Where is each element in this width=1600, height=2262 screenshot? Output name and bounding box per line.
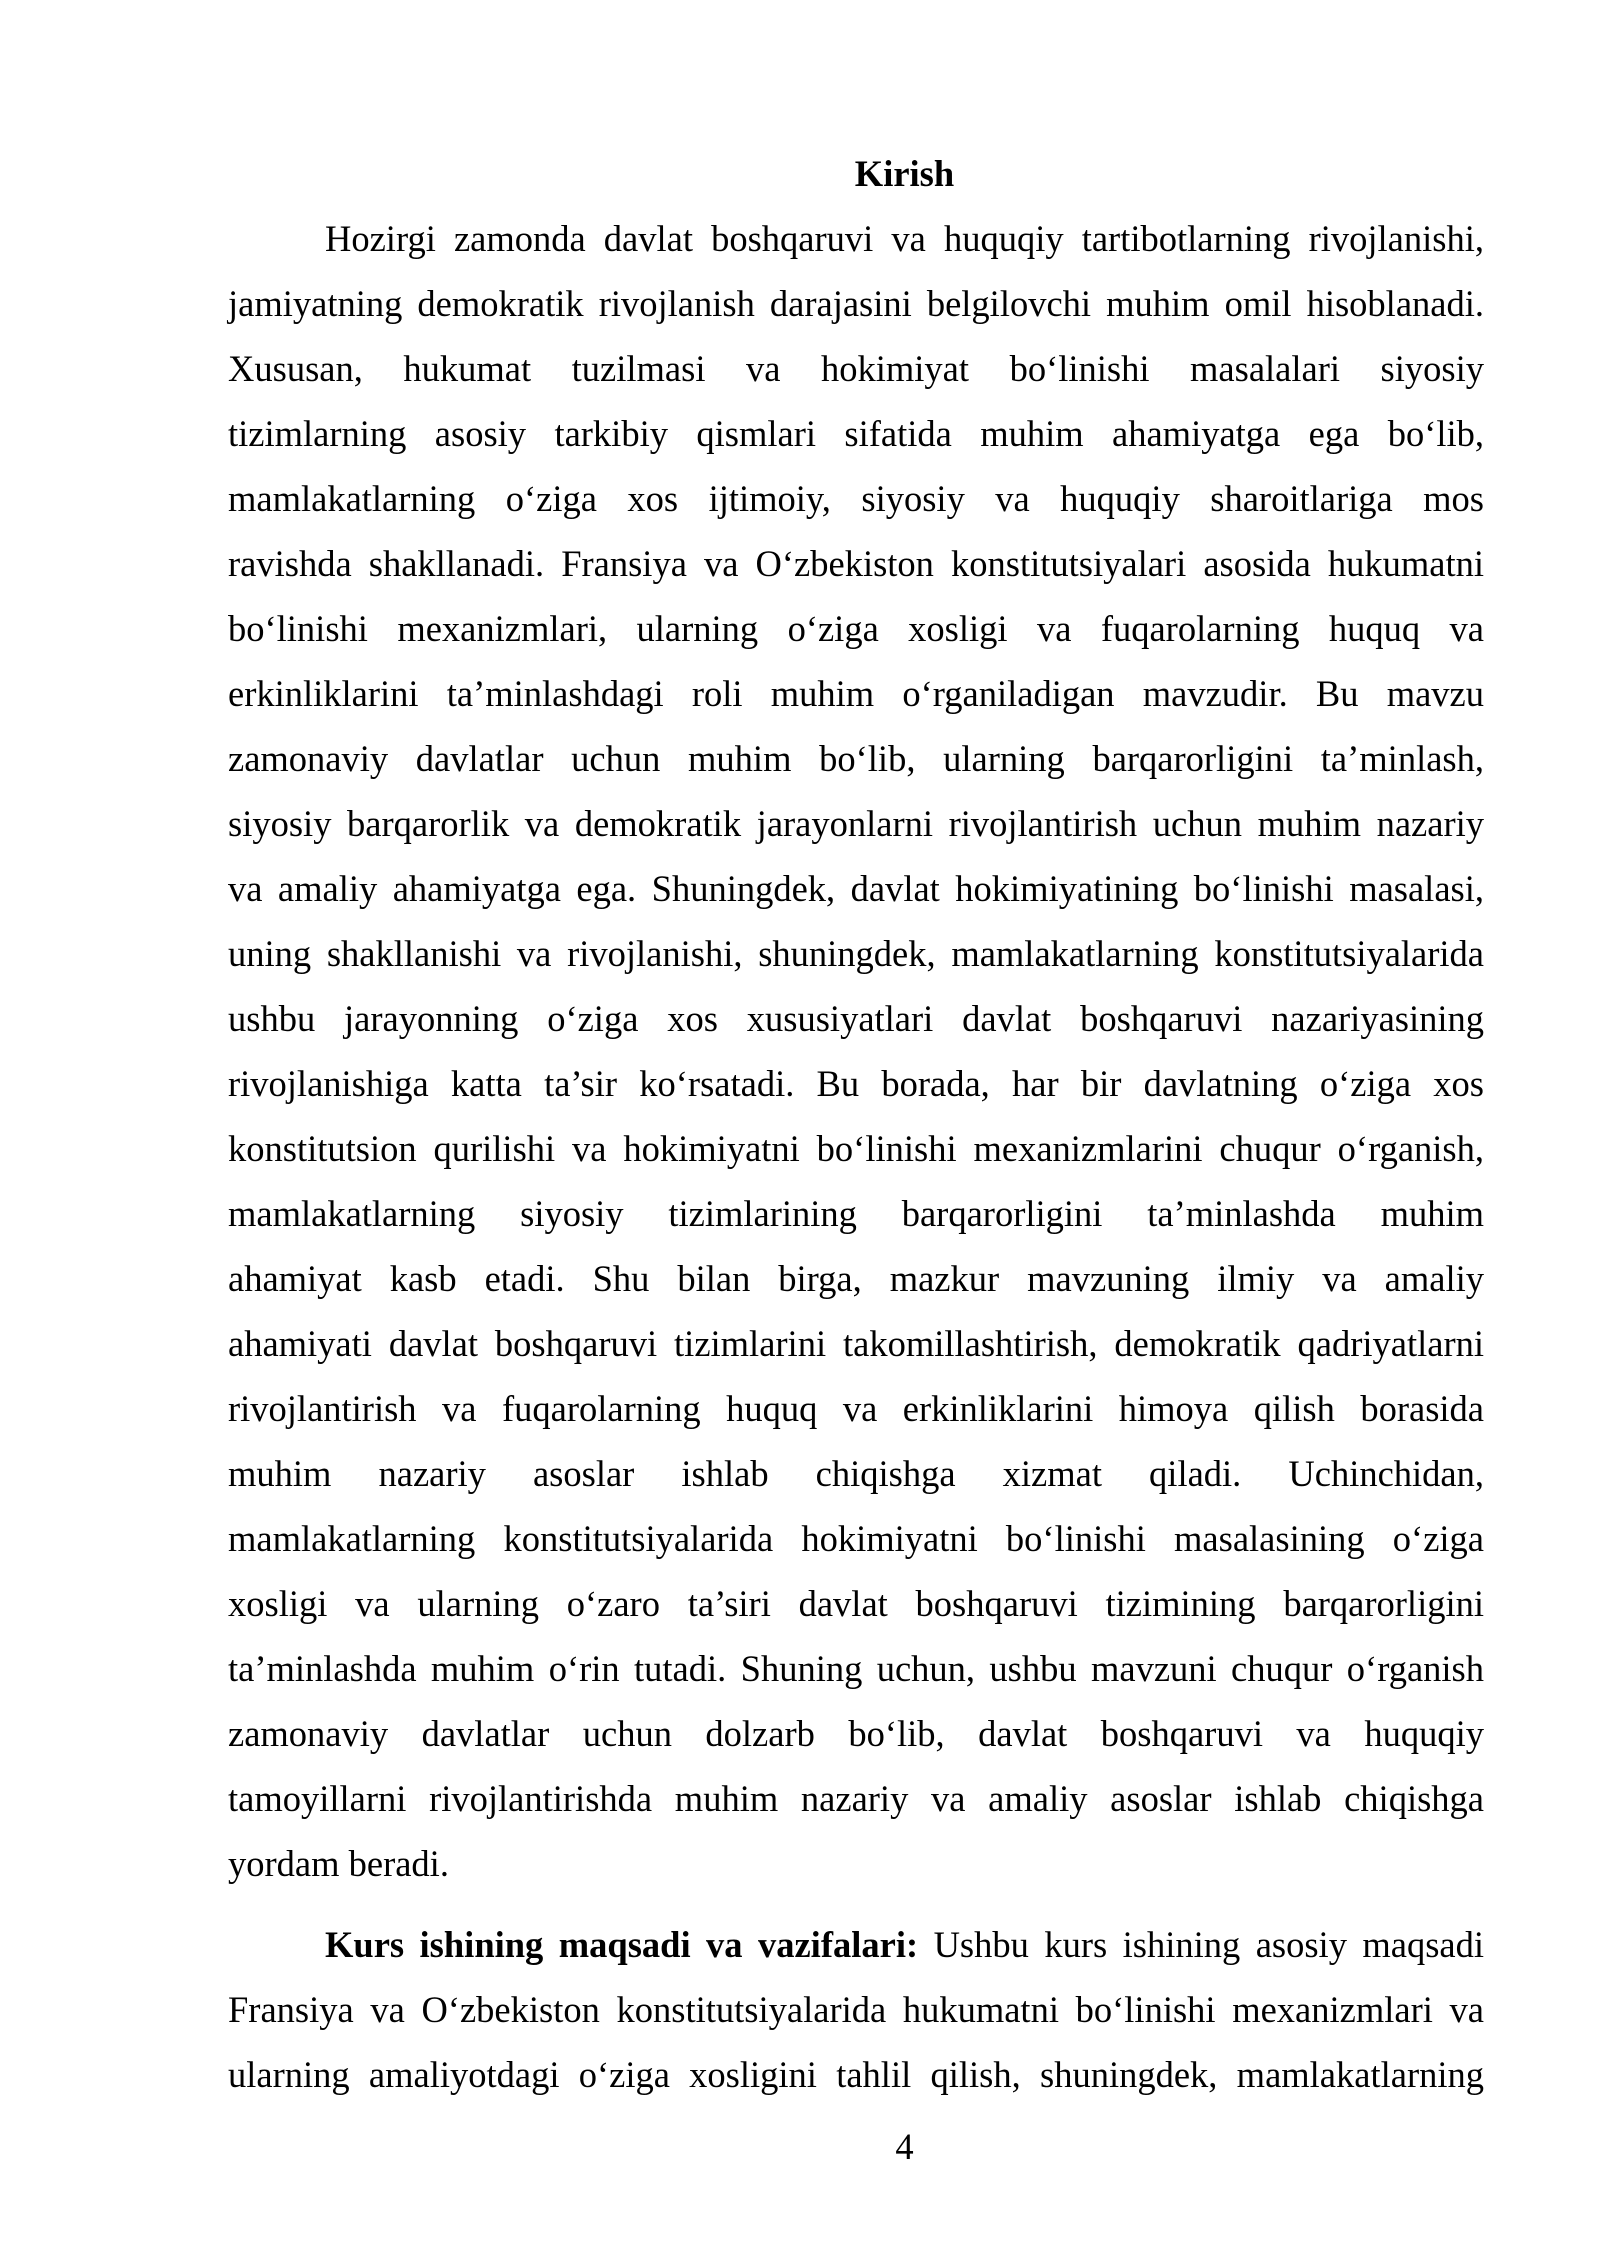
text-line: bo‘linishi mexanizmlari, ularning o‘ziga xosligi va fuqarolarning huquq va	[228, 608, 1484, 649]
text-line: mamlakatlarning konstitutsiyalarida hokimiyatni bo‘linishi masalasining o‘ziga	[228, 1518, 1484, 1559]
text-line: va amaliy ahamiyatga ega. Shuningdek, davlat hokimiyatining bo‘linishi masalasi,	[228, 868, 1484, 909]
text-line: siyosiy barqarorlik va demokratik jarayonlarni rivojlantirish uchun muhim nazariy	[228, 803, 1484, 844]
text-line: tamoyillarni rivojlantirishda muhim nazariy va amaliy asoslar ishlab chiqishga	[228, 1778, 1484, 1819]
page-number: 4	[895, 2126, 914, 2167]
text-line: mamlakatlarning o‘ziga xos ijtimoiy, siyosiy va huquqiy sharoitlariga mos	[228, 478, 1484, 519]
text-line: rivojlantirish va fuqarolarning huquq va erkinliklarini himoya qilish borasida	[228, 1388, 1484, 1429]
text-line: zamonaviy davlatlar uchun muhim bo‘lib, ularning barqarorligini ta’minlash,	[228, 738, 1484, 779]
text-line: ahamiyati davlat boshqaruvi tizimlarini takomillashtirish, demokratik qadriyatlarni	[228, 1323, 1484, 1364]
text-line: Fransiya va O‘zbekiston konstitutsiyalarida hukumatni bo‘linishi mexanizmlari va	[228, 1989, 1484, 2030]
text-line: uning shakllanishi va rivojlanishi, shuningdek, mamlakatlarning konstitutsiyalarida	[228, 933, 1484, 974]
text-line: xosligi va ularning o‘zaro ta’siri davlat boshqaruvi tizimining barqarorligini	[228, 1583, 1484, 1624]
text-line: zamonaviy davlatlar uchun dolzarb bo‘lib, davlat boshqaruvi va huquqiy	[228, 1713, 1484, 1754]
text-line-content: Ushbu kurs ishining asosiy maqsadi	[933, 1924, 1485, 1965]
paragraph-lead-bold: Kurs ishining maqsadi va vazifalari:	[325, 1924, 919, 1965]
text-line: ularning amaliyotdagi o‘ziga xosligini tahlil qilish, shuningdek, mamlakatlarning	[228, 2054, 1484, 2095]
text-line: rivojlanishiga katta ta’sir ko‘rsatadi. Bu borada, har bir davlatning o‘ziga xos	[228, 1063, 1484, 1104]
paragraph-intro	[228, 206, 1484, 1896]
text-line: tizimlarning asosiy tarkibiy qismlari sifatida muhim ahamiyatga ega bo‘lib,	[228, 413, 1484, 454]
text-line	[228, 1912, 1484, 1977]
section-heading: Kirish	[854, 153, 955, 194]
text-line: ta’minlashda muhim o‘rin tutadi. Shuning uchun, ushbu mavzuni chuqur o‘rganish	[228, 1648, 1484, 1689]
text-line: mamlakatlarning siyosiy tizimlarining barqarorligini ta’minlashda muhim	[228, 1193, 1484, 1234]
text-line: Xususan, hukumat tuzilmasi va hokimiyat bo‘linishi masalalari siyosiy	[228, 348, 1484, 389]
text-line: jamiyatning demokratik rivojlanish darajasini belgilovchi muhim omil hisoblanadi.	[228, 283, 1484, 324]
text-line: Hozirgi zamonda davlat boshqaruvi va huquqiy tartibotlarning rivojlanishi,	[325, 218, 1484, 259]
text-line: yordam beradi.	[228, 1843, 449, 1884]
text-line: konstitutsion qurilishi va hokimiyatni bo‘linishi mexanizmlarini chuqur o‘rganish,	[228, 1128, 1484, 1169]
text-line: ravishda shakllanadi. Fransiya va O‘zbekiston konstitutsiyalari asosida hukumatni	[228, 543, 1484, 584]
text-line: ushbu jarayonning o‘ziga xos xususiyatlari davlat boshqaruvi nazariyasining	[228, 998, 1484, 1039]
text-column	[228, 141, 1484, 2107]
text-line: ahamiyat kasb etadi. Shu bilan birga, mazkur mavzuning ilmiy va amaliy	[228, 1258, 1484, 1299]
text-line: erkinliklarini ta’minlashdagi roli muhim o‘rganiladigan mavzudir. Bu mavzu	[228, 673, 1484, 714]
paragraph-goals	[228, 1912, 1484, 2107]
text-line: muhim nazariy asoslar ishlab chiqishga xizmat qiladi. Uchinchidan,	[228, 1453, 1484, 1494]
